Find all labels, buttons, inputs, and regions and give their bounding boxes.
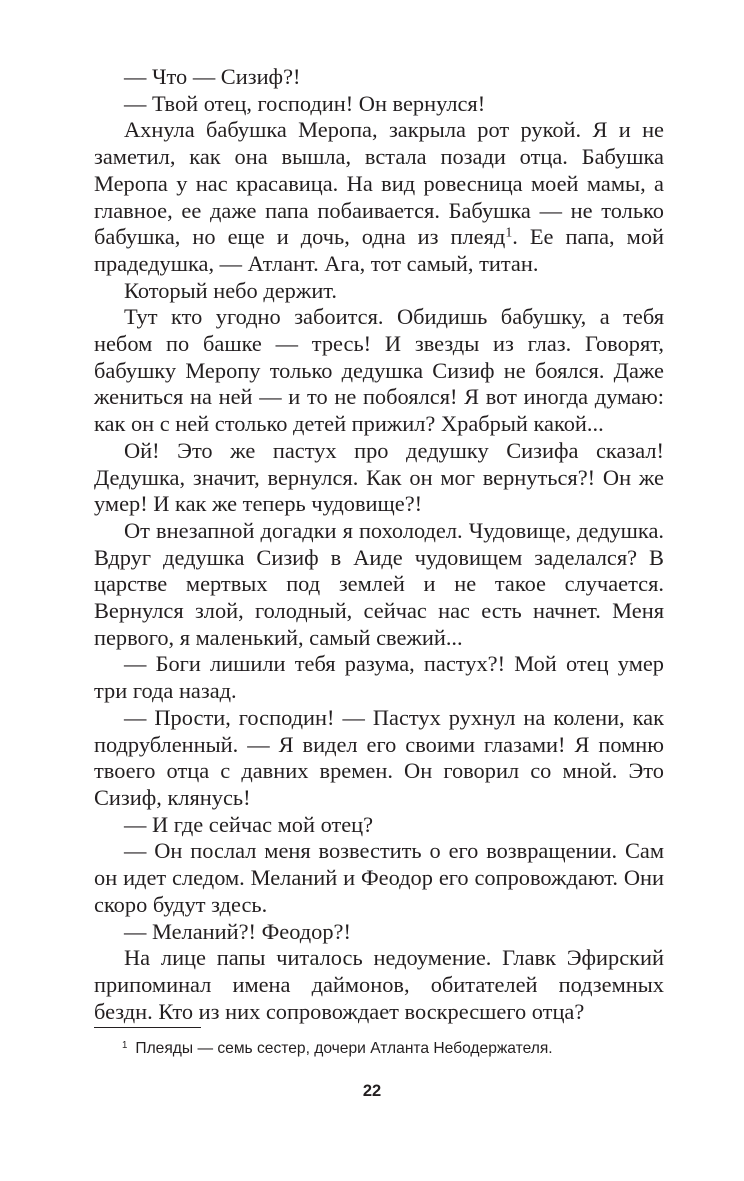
paragraph-2: — Твой отец, господин! Он вернулся! <box>124 90 486 116</box>
footnote <box>122 1039 682 1059</box>
paragraph-3 <box>94 117 664 277</box>
footnote-text: Плеяды — семь сестер, дочери Атланта Небодержателя. <box>135 1040 553 1057</box>
paragraph-9: — Прости, господин! — Пастух рухнул на колени, как подрубленный. — Я видел его своими глазами! Я помню твоего отца с давних времен. Он говорил со мной. Это Сизиф, клянусь! <box>94 704 664 810</box>
page-number: 22 <box>362 1082 382 1100</box>
paragraph-10: — И где сейчас мой отец? <box>124 811 374 837</box>
body-text <box>94 64 664 1025</box>
paragraph-13: На лице папы читалось недоумение. Главк Эфирский припоминал имена даймонов, обитателей подземных бездн. Кто из них сопровождает воскресшего отца? <box>94 945 664 1024</box>
paragraph-4: Который небо держит. <box>124 277 338 303</box>
paragraph-1: — Что — Сизиф?! <box>124 64 301 89</box>
paragraph-11: — Он послал меня возвестить о его возвращении. Сам он идет следом. Меланий и Феодор его сопровождают. Они скоро будут здесь. <box>94 838 664 917</box>
paragraph-8: — Боги лишили тебя разума, пастух?! Мой отец умер три года назад. <box>94 651 664 704</box>
footnote-divider <box>94 1027 201 1028</box>
paragraph-3-tail: . Ее папа, мой прадедушка, — Атлант. Ага, тот самый, титан. <box>94 224 664 276</box>
page-body <box>94 64 664 1025</box>
footnote-reference[interactable]: 1 <box>505 225 513 241</box>
footnote-marker: 1 <box>122 1039 128 1051</box>
paragraph-3-main: Ахнула бабушка Меропа, закрыла рот рукой. Я и не заметил, как она вышла, встала позади отца. Бабушка Меропа у нас красавица. На вид ровесница моей мамы, а главное, ее даже папа побаивается. Бабушка — не только бабушка, но еще и дочь, одна из плеяд <box>94 117 664 250</box>
paragraph-6: Ой! Это же пастух про дедушку Сизифа сказал! Дедушка, значит, вернулся. Как он мог вернуться?! Он же умер! И как же теперь чудовище?! <box>94 437 664 517</box>
paragraph-7: От внезапной догадки я похолодел. Чудовище, дедушка. Вдруг дедушка Сизиф в Аиде чудовищем заделался? В царстве мертвых под землей и не такое случается. Вернулся злой, голодный, сейчас нас есть начнет. Меня первого, я маленький, самый свежий... <box>94 517 664 650</box>
paragraph-12: — Меланий?! Феодор?! <box>124 918 351 944</box>
paragraph-5: Тут кто угодно забоится. Обидишь бабушку, а тебя небом по башке — тресь! И звезды из глаз. Говорят, бабушку Меропу только дедушка Сизиф не боялся. Даже жениться на ней — и то не побоялся! Я вот иногда думаю: как он с ней столько детей прижил? Храбрый какой... <box>94 304 664 437</box>
